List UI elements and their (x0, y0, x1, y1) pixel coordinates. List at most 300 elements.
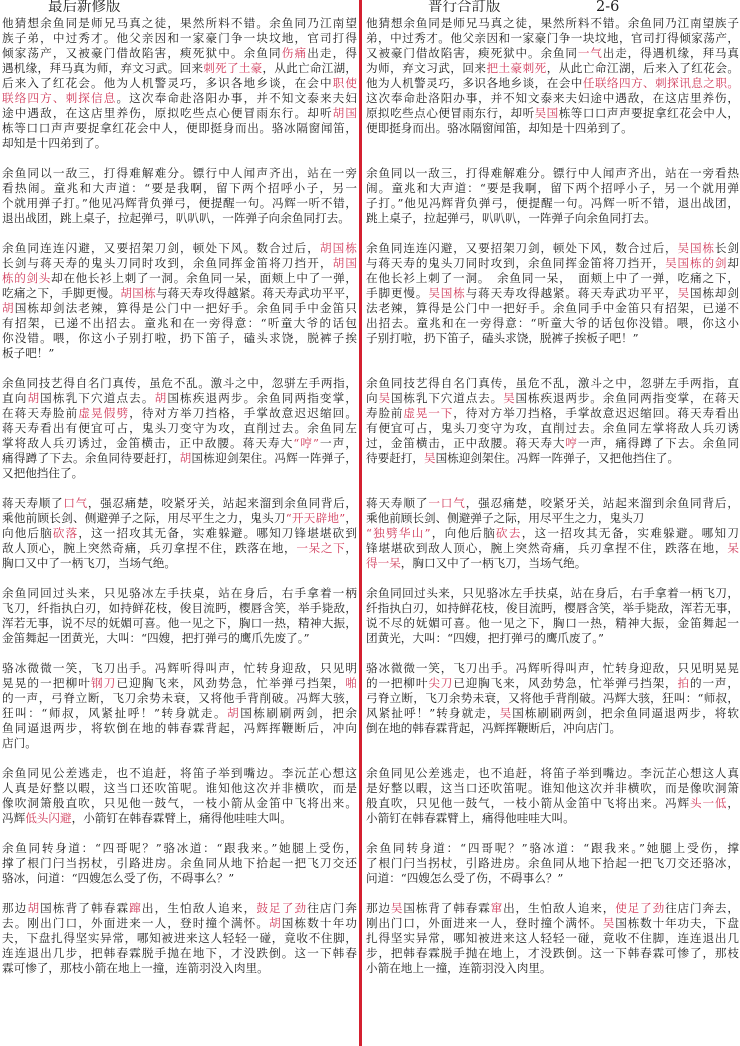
text-segment: 你没错。喂，你这小子别打啦，扔下笛子，磕头求饶，脱裤子挨 (2, 331, 357, 345)
text-segment: 狂叫：“师叔，风紧扯呼！”转身就走。 (2, 706, 228, 720)
text-segment: 敌人顶心，腕上突然奇痛，兵刃拿捏不住，跌落在地， (2, 541, 297, 555)
text-segment: 却在他长衫上刺了一洞。余鱼同一呆，面颊上中了一弹， (51, 271, 357, 285)
changed-text: 胡 (154, 391, 168, 405)
changed-text: 低头闪避 (25, 811, 72, 825)
text-line (2, 706, 357, 721)
text-line (366, 166, 739, 181)
text-line (366, 91, 739, 106)
text-line (366, 796, 739, 811)
text-segment: 出，生怕敌人追来， (503, 901, 616, 915)
text-line (2, 211, 357, 226)
text-line (366, 661, 739, 676)
text-line (366, 601, 739, 616)
paragraph-row (2, 586, 739, 646)
text-segment: ，待对方举刀挡格，手掌故意迟迟缩回。蒋天寿看出 (453, 406, 739, 420)
changed-text: 吴 (378, 391, 391, 405)
text-line (366, 451, 739, 466)
text-line (366, 31, 739, 46)
changed-text: 胡国栋 (120, 286, 156, 300)
text-segment: 已迎胸飞来，风劲势急，忙举弹弓挡架， (453, 676, 678, 690)
text-segment: 又把他挡住了。 (2, 466, 84, 480)
text-segment: ，待对方举刀挡格，手掌故意迟迟缩回。 (129, 406, 357, 420)
changed-text: 胡国 (332, 256, 357, 270)
text-segment: 原拟吃些点心便冒雨东行，却听 (366, 106, 535, 120)
text-segment: 骆冰微微一笑，飞刀出手。冯辉听得叫声，忙转身迎敌，只见明晃晃 (366, 661, 739, 675)
changed-text: 拍 (677, 676, 690, 690)
common-edition-paragraph (366, 241, 739, 346)
changed-text: 胡 (269, 916, 282, 930)
changed-text: 胡 (27, 901, 41, 915)
text-segment: 族子弟，中过秀才。他父亲因和一家豪门争一块坟地，官司打得 (2, 31, 357, 45)
text-segment: 鱼同逼退两步，将软倒在地的韩春霖背起，冯辉挥鞭断后，冲向 (2, 721, 357, 735)
text-line (2, 901, 357, 916)
text-segment: 骆冰，问道：“四嫂怎么受了伤，不碍事么？” (2, 871, 235, 885)
text-line (2, 136, 357, 151)
changed-text: 窜 (490, 901, 504, 915)
text-line (2, 511, 357, 526)
text-segment: 国栋迎剑架住。冯辉一阵弹子， (191, 451, 357, 465)
changed-text: 啪 (345, 676, 357, 690)
text-line (2, 841, 357, 856)
text-line (2, 916, 357, 931)
common-edition-paragraph (366, 16, 739, 136)
text-segment: 又被豪门借故陷害，瘐死狱中。余鱼同 (366, 46, 578, 60)
changed-text: 一呆之下 (296, 541, 346, 555)
common-edition-paragraph (366, 661, 739, 736)
common-edition-title: 普行合訂版 (428, 0, 501, 15)
text-line (366, 586, 739, 601)
text-line (366, 556, 739, 571)
text-segment: 出走，得遇机缘，拜马真 (602, 46, 739, 60)
paragraph-row (2, 661, 739, 751)
text-line (366, 181, 739, 196)
text-segment: 为师，弃文习武，回来 (366, 61, 487, 75)
text-line (2, 286, 357, 301)
changed-text: 虚晃一下 (403, 406, 454, 420)
revised-edition-paragraph (2, 766, 357, 826)
text-segment: 向他后脑 (2, 526, 53, 540)
text-line (366, 61, 739, 76)
changed-text: “独劈华山” (366, 526, 431, 540)
text-line (2, 451, 357, 466)
text-line (366, 406, 739, 421)
text-line (366, 691, 739, 706)
text-segment: 痛得蹲了下去。余鱼同待要赶打， (2, 451, 180, 465)
revised-edition-paragraph (2, 496, 357, 571)
text-line (366, 961, 739, 976)
text-segment: 蒋天寿顺了 (366, 496, 429, 510)
text-line (366, 946, 739, 961)
text-segment: 小箭在地上一撞，连箭羽没入肉里。 (366, 961, 552, 975)
paragraph-row (2, 166, 739, 226)
text-segment: 出走，得 (307, 46, 357, 60)
text-segment: 余鱼同以一敌三，打得难解难分。镖行中人闻声齐出，站在一旁 (2, 166, 357, 180)
changed-text: “开天辟地” (285, 511, 346, 525)
changed-text: 得一呆 (366, 556, 401, 570)
revised-edition-paragraph (2, 661, 357, 751)
text-line (2, 391, 357, 406)
text-segment: 国栋迎剑架住。冯辉一阵弹子，又把他挡住了。 (435, 451, 680, 465)
text-segment: 余鱼同见公差逃走，也不追赶，将笛子举到嘴边。李沅芷心想这人真 (366, 766, 739, 780)
text-segment: 子打。”他见冯辉背负弹弓，便提醒一句。冯辉一听不错，退出战团， (366, 196, 739, 210)
text-segment: 倾家荡产，又被豪门借故陷害，瘐死狱中。余鱼同 (2, 46, 282, 60)
text-segment: 余鱼同技艺得自名门真传，虽危不乱，激斗之中，忽骈左手两指，直 (366, 376, 739, 390)
revised-edition-paragraph (2, 166, 357, 226)
text-segment: 国栋乳下穴道点去。 (390, 391, 504, 405)
text-line (366, 871, 739, 886)
text-segment: 板子吧！” (2, 346, 55, 360)
text-line (366, 76, 739, 91)
text-segment: 那边 (2, 901, 28, 915)
changed-text: 使足了劲 (615, 901, 666, 915)
changed-text: 联络四方、刺探信息 (2, 91, 117, 105)
text-segment: 栋等口口声声要捉拿红花会中人，便即挺身而出。骆冰隔窗闻笛， (2, 121, 357, 135)
text-segment: 长剑与蒋天寿的鬼头刀同时攻到，余鱼同挥金笛将刀挡开， (2, 256, 333, 270)
text-segment: 跳上桌子，拉起弹弓，叭叭叭，一阵弹子向余鱼同打去。 (366, 211, 656, 225)
text-segment: 余鱼同技艺得自名门真传，虽危不乱。激斗之中，忽骈左手两指， (2, 376, 357, 390)
text-line (2, 331, 357, 346)
text-line (366, 286, 739, 301)
text-segment: 的一声，弓脊立断，飞刀余势未衰，又将他手背削破。冯辉大骇， (2, 691, 357, 705)
text-line (2, 616, 357, 631)
comparison-body (2, 16, 739, 976)
changed-text: 哼 (565, 436, 578, 450)
text-segment: 一声，痛得蹲了下去。余鱼同 (577, 436, 739, 450)
text-segment: 寿脸前 (366, 406, 404, 420)
text-line (2, 586, 357, 601)
common-edition-paragraph (366, 496, 739, 571)
changed-text: 吴 (602, 916, 616, 930)
text-segment: 小箭钉在韩春霖臂上，痛得他哇哇大叫。 (366, 811, 575, 825)
text-line (366, 841, 739, 856)
text-segment: 扎得坚实异常，哪知被进来这人轻轻一碰，竟收不住脚，连连退出几 (366, 931, 739, 945)
text-segment: 余鱼同见公差逃走，也不追赶，将笛子举到嘴边。李沅芷心想这 (2, 766, 357, 780)
text-segment: 已迎胸飞来，风劲势急，忙举弹弓挡架， (116, 676, 346, 690)
text-line (2, 241, 357, 256)
text-segment: 他为人机警灵巧，多识各地乡谈，在会中 (366, 76, 583, 90)
text-line (2, 196, 357, 211)
text-line (366, 316, 739, 331)
text-segment: 后来入了红花会。他为人机警灵巧，多识各地乡谈，在会中 (2, 76, 333, 90)
text-line (366, 241, 739, 256)
text-line (2, 181, 357, 196)
text-segment: 锋堪堪砍到敌人顶心，腕上突然奇痛，兵刃拿捏不住，跌落在地， (366, 541, 728, 555)
text-line (366, 16, 739, 31)
text-segment: 团黄光，大叫：“四嫂，把打弹弓的鹰爪废了。” (366, 631, 604, 645)
text-line (2, 316, 357, 331)
changed-text: 吴 (503, 391, 516, 405)
text-segment: 过，金笛横击，正中敌腰。蒋天寿大 (366, 436, 566, 450)
text-segment: 国栋数十年功夫，下盘 (615, 916, 739, 930)
text-segment: 他猜想余鱼同是师兄马真之徒，果然所料不错。余鱼同乃江南望族子 (366, 16, 739, 30)
changed-text: 吴国栋 (428, 286, 466, 300)
text-line (366, 106, 739, 121)
text-line (2, 256, 357, 271)
text-segment: 出招去。童兆和在一旁得意：“听童大爷的话包你没错。喂，你这小 (366, 316, 739, 330)
text-segment: ，这一招攻其无备，实难躲避。哪知刀 (521, 526, 739, 540)
text-line (366, 931, 739, 946)
text-segment: 店门。 (2, 736, 37, 750)
paragraph-row (2, 841, 739, 886)
paragraph-row (2, 766, 739, 826)
text-segment: 往店门奔去， (665, 901, 739, 915)
text-line (2, 271, 357, 286)
text-line (2, 31, 357, 46)
text-segment: ，这一招攻其无备，实难躲避。哪知刀锋堪堪砍到 (78, 526, 357, 540)
text-segment: 国栋疾退两步。余鱼同两指变掌， (167, 391, 357, 405)
text-segment: 余鱼同连连闪避，又要招架刀剑，顿处下风。数合过后， (2, 241, 320, 255)
revised-edition-paragraph (2, 16, 357, 151)
text-segment: 那边 (366, 901, 391, 915)
changed-text: 鼓足了劲 (256, 901, 308, 915)
text-line (2, 121, 357, 136)
text-line (2, 496, 357, 511)
text-line (2, 16, 357, 31)
text-line (2, 346, 357, 361)
changed-text: 栋的剑头 (2, 271, 52, 285)
text-segment: ，从此亡命江湖， (262, 61, 357, 75)
text-line (2, 736, 357, 751)
text-line (366, 811, 739, 826)
text-line (2, 946, 357, 961)
text-segment: 余鱼同转身道：“四哥呢？”骆冰道：“跟我来。”她腿上受伤，撑 (366, 841, 739, 855)
text-line (2, 931, 357, 946)
text-segment: 连连退出几步，把韩春霖脱手抛在地下，才没跌倒。这一下韩春 (2, 946, 357, 960)
text-line (366, 901, 739, 916)
common-edition-paragraph (366, 841, 739, 886)
text-segment: 风紧扯呼！”转身就走， (366, 706, 500, 720)
common-edition-paragraph (366, 586, 739, 646)
text-segment: 向 (366, 391, 379, 405)
text-line (2, 871, 357, 886)
common-edition-paragraph (366, 376, 739, 466)
text-segment: 余鱼同回过头来，只见骆冰左手扶桌，站在身后，右手拿着一柄飞刀， (366, 586, 739, 600)
text-segment: ，从此亡命江湖，后来入了红花会。 (546, 61, 739, 75)
text-segment: 余鱼同回过头来，只见骆冰左手扶桌，站在身后，右手拿着一柄 (2, 586, 357, 600)
text-line (366, 631, 739, 646)
text-line (366, 376, 739, 391)
text-segment: 乘他前顾长剑、侧避弹子之际，用尽平生之力，鬼头刀 (2, 511, 286, 525)
text-segment: 与蒋天寿攻得越紧。蒋天寿武功平平， (155, 286, 357, 300)
changed-text: 钢刀 (91, 676, 117, 690)
paragraph-row (2, 496, 739, 571)
text-segment: ， (727, 796, 739, 810)
text-segment: 出，生怕敌人追来， (141, 901, 257, 915)
text-segment: 法老辣，算得是公门中一把好手。余鱼同手中金笛只有招架，已递不 (366, 301, 739, 315)
changed-text: 吴国栋 (677, 241, 715, 255)
text-segment: 像吹洞箫般直吹，只见他一鼓气，一枝小箭从金笛中飞将出来。 (2, 796, 357, 810)
text-line (2, 796, 357, 811)
text-segment: 往店门奔 (307, 901, 357, 915)
text-segment: 手脚更慢。 (366, 286, 429, 300)
text-segment: 国栋刷刷两剑，把余 (240, 706, 357, 720)
text-segment: ， (345, 541, 357, 555)
text-line (2, 631, 357, 646)
text-line (2, 76, 357, 91)
text-line (366, 511, 739, 526)
text-segment: 说不尽的妩媚可喜。他一见之下，胸口一热，精神大振，金笛舞起一 (366, 616, 739, 630)
text-segment: 途中遇敌，在这店里养伤，原拟吃些点心便冒雨东行。却听 (2, 106, 333, 120)
text-line (366, 271, 739, 286)
text-segment: 国栋却剑 (690, 286, 739, 300)
text-line (2, 301, 357, 316)
changed-text: 一气 (577, 46, 603, 60)
revised-edition-paragraph (2, 901, 357, 976)
text-line (2, 436, 357, 451)
page-number: 2-6 (596, 0, 620, 15)
text-segment: 在蒋天寿脸前 (2, 406, 79, 420)
text-line (366, 616, 739, 631)
text-segment: 直向 (2, 391, 28, 405)
text-line (2, 676, 357, 691)
text-line (2, 556, 357, 571)
paragraph-row (2, 241, 739, 361)
text-segment: 这次奉命赴洛阳办事，并不知文泰来夫妇途中遇敌，在这店里养伤， (366, 91, 739, 105)
text-segment: 有便宜可占，鬼头刀变守为攻，直削过去。余鱼同左掌将敌人兵刃诱 (366, 421, 739, 435)
text-segment: 乘他前顾长剑、侧避弹子之际，用尽平生之力，鬼头刀 (366, 511, 645, 525)
text-line (2, 661, 357, 676)
text-segment: 般直吹，只见他一鼓气，一枝小箭从金笛中飞将出来。冯辉 (366, 796, 690, 810)
common-edition-paragraph (366, 166, 739, 226)
text-line (2, 766, 357, 781)
text-segment: 在他长衫上刺了一洞。 余鱼同一呆， 面颊上中了一弹，吃痛之下， (366, 271, 739, 285)
text-segment: 退出战团，跳上桌子，拉起弹弓，叭叭叭，一阵弹子向余鱼同打去。 (2, 211, 350, 225)
text-segment: 步，把韩春霖脱手抛在地上，才没跌倒。这一下韩春霖可惨了，那枝 (366, 946, 739, 960)
revised-edition-paragraph (2, 586, 357, 646)
changed-text: 胡 (179, 451, 192, 465)
text-segment: 栋等口口声声要捉拿红花会中人， (558, 106, 739, 120)
changed-text: “哼” (293, 436, 319, 450)
text-segment: 与蒋天寿攻得越紧。蒋天寿武功平平， (465, 286, 678, 300)
changed-text: 吴 (499, 706, 513, 720)
text-line (2, 721, 357, 736)
text-segment: 去。刚出门口，外面进来一人，登时撞个满怀。 (2, 916, 270, 930)
changed-text: 吴国 (534, 106, 559, 120)
text-segment: ， (345, 511, 357, 525)
text-line (2, 601, 357, 616)
text-segment: 国栋乳下穴道点去。 (40, 391, 155, 405)
text-segment: 晃晃的一把柳叶 (2, 676, 92, 690)
changed-text: 胡国 (332, 106, 357, 120)
text-segment: 纤指执白刃，如持鲜花枝，俊目流眄，樱唇含笑，举手毙敌，浑若无事， (366, 601, 739, 615)
text-segment: 与蒋天寿的鬼头刀同时攻到，余鱼同挥金笛将刀挡开， (366, 256, 666, 270)
text-segment: 国栋数十年功 (281, 916, 357, 930)
changed-text: 吴 (677, 286, 690, 300)
text-line (2, 421, 357, 436)
text-segment: 他猜想余鱼同是师兄马真之徒，果然所料不错。余鱼同乃江南望 (2, 16, 357, 30)
text-segment: 一声， (318, 436, 357, 450)
text-line (366, 211, 739, 226)
text-segment: 夫，下盘扎得坚实异常，哪知被进来这人轻轻一碰，竟收不住脚， (2, 931, 357, 945)
text-line (2, 961, 357, 976)
changed-text: 职使 (332, 76, 357, 90)
changed-text: 吴 (390, 901, 404, 915)
text-segment: 冯辉 (2, 811, 26, 825)
text-segment: 掌将敌人兵刃诱过，金笛横击，正中敌腰。蒋天寿大 (2, 436, 294, 450)
text-segment: 待要赶打， (366, 451, 424, 465)
text-segment: 却 (727, 256, 739, 270)
text-line (366, 391, 739, 406)
text-segment: 飞刀，纤指执白刃，如持鲜花枝，俊目流眄，樱唇含笑，举手毙敌， (2, 601, 357, 615)
text-line (366, 526, 739, 541)
changed-text: 吴国栋的剑 (665, 256, 728, 270)
text-line (2, 466, 357, 481)
changed-text: 胡 (227, 706, 241, 720)
changed-text: 一口气 (428, 496, 466, 510)
text-line (366, 121, 739, 136)
text-segment: 金笛舞起一团黄光，大叫：“四嫂，把打弹弓的鹰爪先废了。” (2, 631, 310, 645)
changed-text: 把土豪刺死 (486, 61, 547, 75)
text-line (2, 91, 357, 106)
changed-text: 刺死了土豪 (203, 61, 263, 75)
text-line (366, 781, 739, 796)
text-line (366, 331, 739, 346)
text-segment: 个就用弹子打。”他见冯辉背负弹弓，便提醒一句。冯辉一听不错， (2, 196, 357, 210)
text-segment: 撑了根门闩当拐杖，引路进房。余鱼同从地下拾起一把飞刀交还 (2, 856, 357, 870)
text-line (2, 526, 357, 541)
common-edition-paragraph (366, 766, 739, 826)
common-edition-paragraph (366, 901, 739, 976)
text-segment: 弓脊立断，飞刀余势未衰，又将他手背削破。冯辉大骇，狂叫：“师叔， (366, 691, 739, 705)
text-segment: 国栋却剑法老辣，算得是公门中一把好手。余鱼同手中金笛只 (14, 301, 357, 315)
text-line (366, 706, 739, 721)
text-segment: 浑若无事，说不尽的妩媚可喜。他一见之下，胸口一热，精神大振， (2, 616, 357, 630)
text-line (366, 301, 739, 316)
text-segment: ，强忍痛楚，咬紧牙关，站起来溜到余鱼同背后， (465, 496, 739, 510)
text-segment: 余鱼同以一敌三，打得难解难分。镖行中人闻声齐出，站在一旁看热 (366, 166, 739, 180)
changed-text: 胡 (27, 391, 41, 405)
text-line (2, 811, 357, 826)
text-segment: ，小箭钉在韩春霖臂上，痛得他哇哇大叫。 (71, 811, 292, 825)
text-segment: 倒在地的韩春霖背起，冯辉挥鞭断后，冲向店门。 (366, 721, 622, 735)
text-segment: 国栋刷刷两剑，把余鱼同逼退两步，将软 (512, 706, 739, 720)
text-segment: 霖可惨了，那枝小箭在地上一撞，连箭羽没入肉里。 (2, 961, 269, 975)
text-line (2, 856, 357, 871)
text-line (366, 421, 739, 436)
text-line (366, 856, 739, 871)
text-line (366, 256, 739, 271)
text-segment: 的一声， (689, 676, 739, 690)
text-line (2, 166, 357, 181)
text-line (366, 916, 739, 931)
text-segment: 看热闹。童兆和大声道：“要是我啊，留下两个招呼小子，另一 (2, 181, 357, 195)
text-segment: 了根门闩当拐杖，引路进房。余鱼同从地下拾起一把飞刀交还骆冰， (366, 856, 739, 870)
text-segment: 却知是十四弟到了。 (2, 136, 107, 150)
changed-text: 砍去 (496, 526, 522, 540)
revised-edition-title: 最后新修版 (48, 0, 121, 15)
text-segment: 国栋疾退两步。余鱼同两指变掌，在蒋天 (515, 391, 739, 405)
text-line (366, 676, 739, 691)
text-segment: 蒋天寿顺了 (2, 496, 64, 510)
changed-text: 吴 (423, 451, 436, 465)
text-segment: 余鱼同转身道：“四哥呢？”骆冰道：“跟我来。”她腿上受伤， (2, 841, 357, 855)
text-segment: 蒋天寿看出有便宜可占，鬼头刀变守为攻，直削过去。余鱼同左 (2, 421, 357, 435)
text-segment: 的一把柳叶 (366, 676, 429, 690)
changed-text: 胡 (2, 301, 15, 315)
text-segment: 便即挺身而出。骆冰隔窗闻笛，却知是十四弟到了。 (366, 121, 633, 135)
text-line (2, 106, 357, 121)
text-segment: 。这次奉命赴洛阳办事，并不知文泰来夫妇 (116, 91, 357, 105)
changed-text: 砍落 (52, 526, 79, 540)
text-segment: ，强忍痛楚，咬紧牙关，站起来溜到余鱼同背后， (87, 496, 357, 510)
text-segment: 遇机缘，拜马真为师，弃文习武。回来 (2, 61, 204, 75)
text-segment: 闹。童兆和大声道：“要是我啊，留下两个招呼小子，另一个就用弹 (366, 181, 739, 195)
changed-text: 任联络四方、刺探讯息之职。 (582, 76, 739, 90)
revised-edition-paragraph (2, 841, 357, 886)
text-segment: 余鱼同连连闪避，又要招架刀剑，顿处下风，数合过后， (366, 241, 678, 255)
text-line (2, 61, 357, 76)
text-line (2, 541, 357, 556)
